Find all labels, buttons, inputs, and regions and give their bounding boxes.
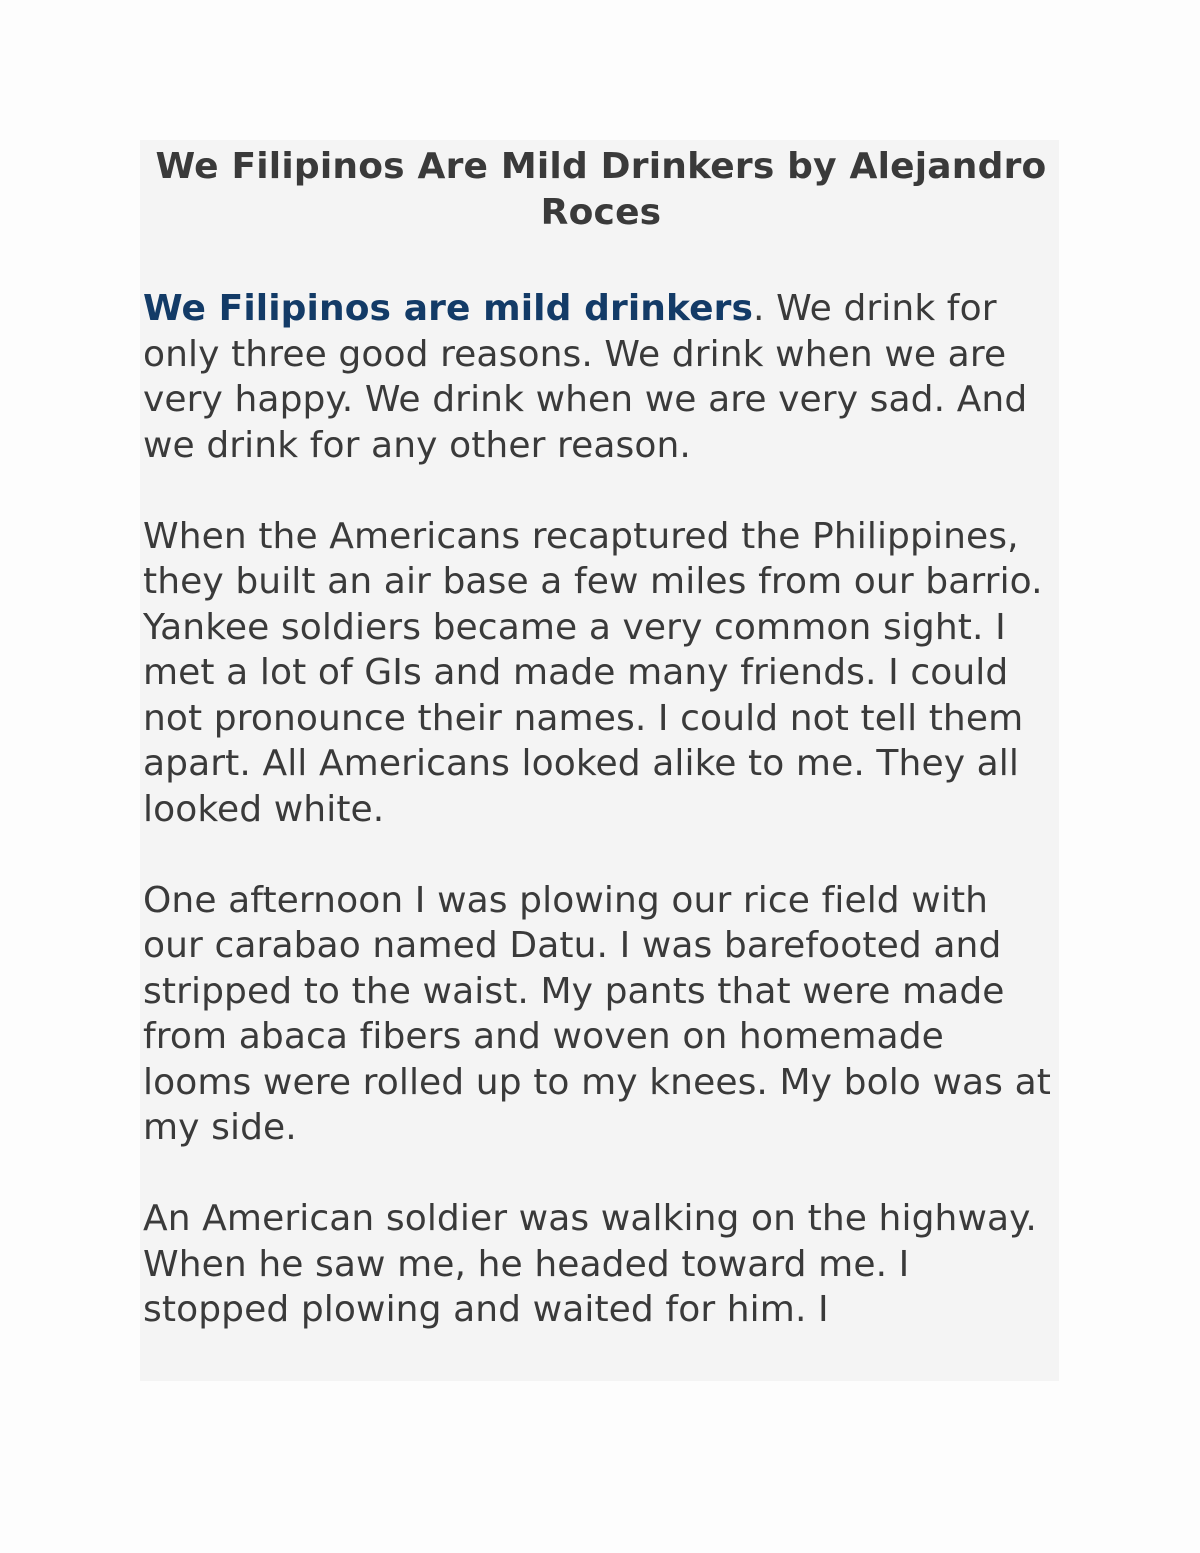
paragraph-1-lead: We Filipinos are mild drinkers [143, 288, 753, 329]
paragraph-gap [143, 832, 1059, 878]
paragraph-gap [143, 236, 1059, 286]
story-text-block [140, 140, 1059, 1381]
paragraph-4: An American soldier was walking on the highway. When he saw me, he headed toward me. I stopped plowing and waited for him. I [143, 1198, 1037, 1330]
paragraph-1-text: . We drink for only three good reasons. We drink when we are very happy. We drink when we are very sad. And we drink for any other reason. [143, 288, 1028, 466]
document-title: We Filipinos Are Mild Drinkers by Alejandro Roces [155, 146, 1047, 233]
paragraph-1 [143, 286, 1059, 468]
paragraph-2: When the Americans recaptured the Philippines, they built an air base a few miles from our barrio. Yankee soldiers became a very common sight. I met a lot of GIs and made many friends. I could not pronounce their names. I could not tell them apart. All Americans looked alike to me. They all looked white. [143, 515, 1043, 830]
paragraph-gap [143, 1151, 1059, 1197]
paragraph-gap [143, 468, 1059, 514]
paragraph-3: One afternoon I was plowing our rice field with our carabao named Datu. I was barefooted and stripped to the waist. My pants that were made from abaca fibers and woven on homemade looms were rolled up to my knees. My bolo was at my side. [143, 879, 1051, 1148]
